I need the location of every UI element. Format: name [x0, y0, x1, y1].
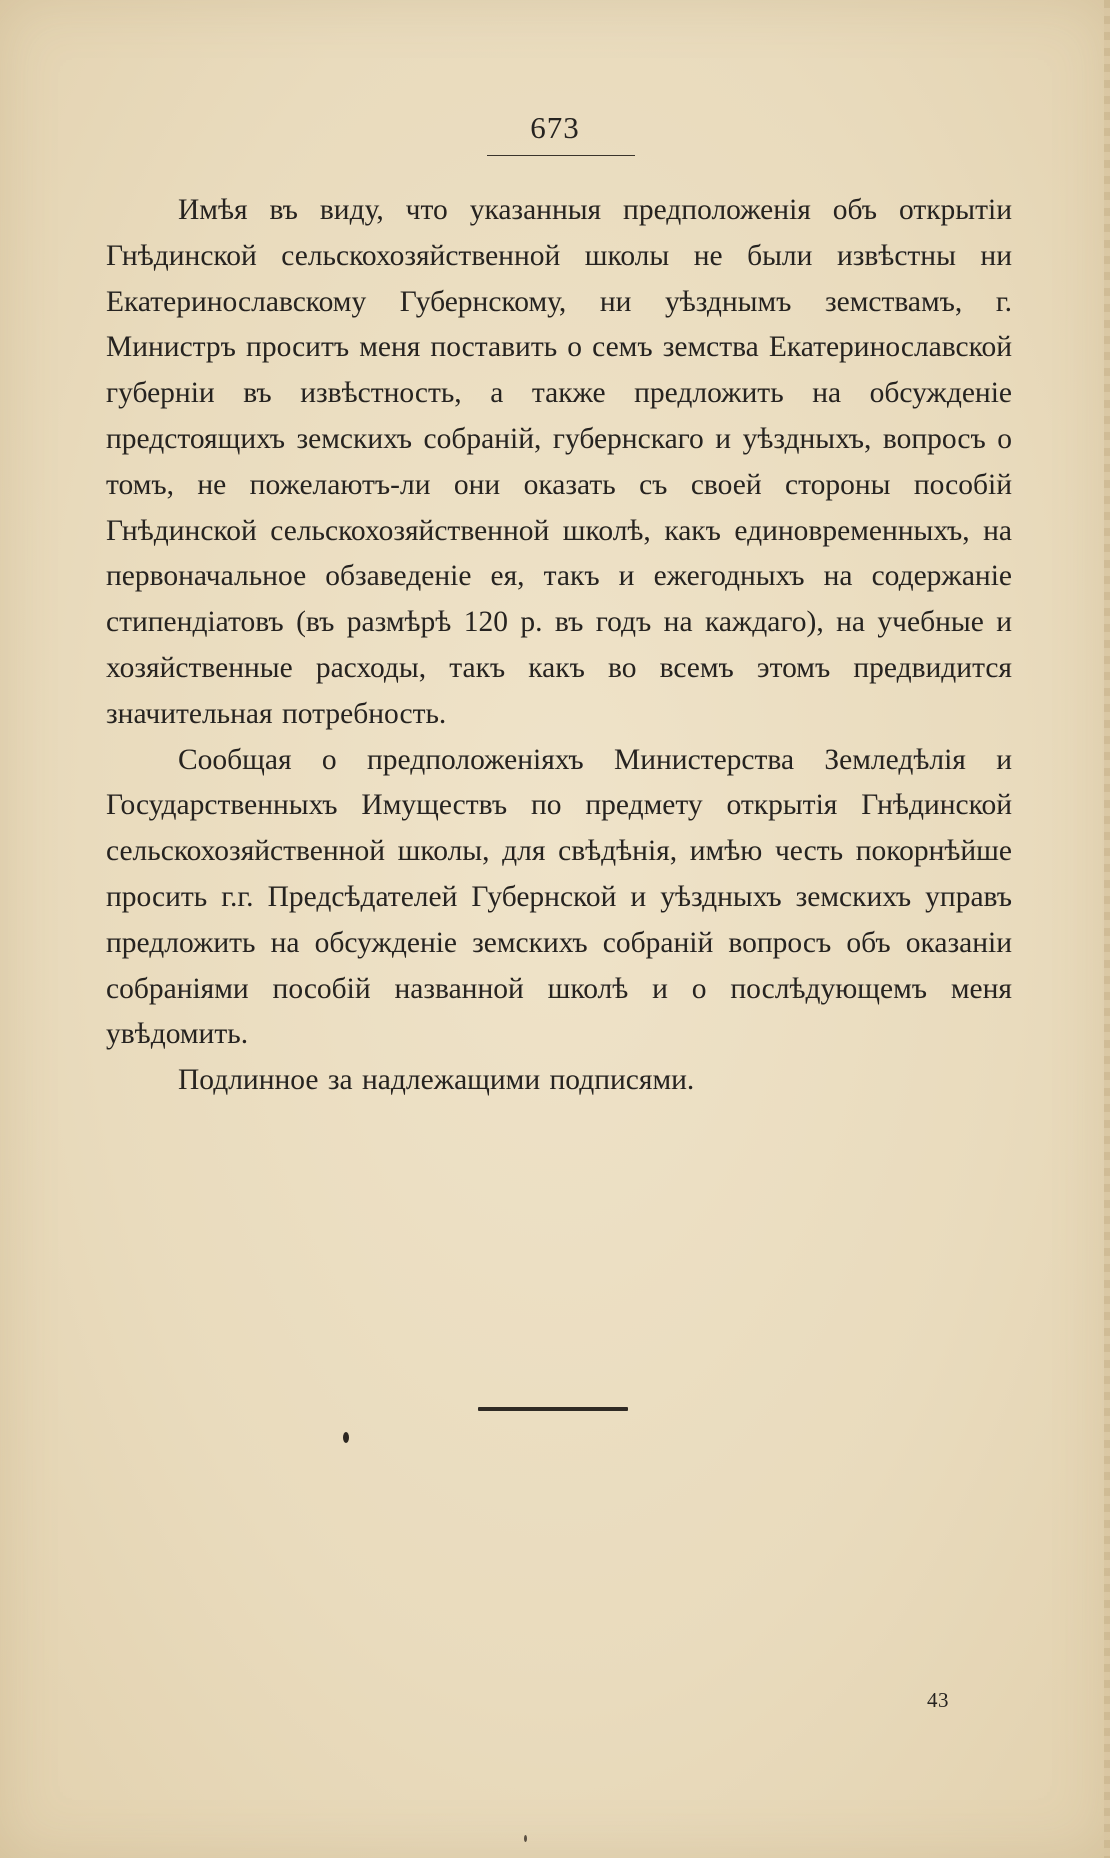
page-edge: [1104, 0, 1110, 1858]
sheet-signature: 43: [927, 1688, 949, 1712]
page-number: 673: [530, 110, 580, 145]
ink-speck-small: [524, 1835, 527, 1842]
header-rule: [487, 155, 635, 156]
signature-note: Подлинное за надлежащими подписями.: [178, 1064, 695, 1097]
paragraph-1: Имѣя въ виду, что указанныя предположенія объ открытіи Гнѣдинской сельскохозяйственной школы не были извѣстны ни Екатеринославскому Губернскому, ни уѣзднымъ земствамъ, г. Министръ проситъ меня поставить о семъ земства Екатеринославской губерніи въ извѣстность, а также предложить на обсужденіе предстоящихъ земскихъ собраній, губернскаго и уѣздныхъ, вопросъ о томъ, не пожелаютъ-ли они оказать съ своей стороны пособій Гнѣдинской сельскохозяйственной школѣ, какъ единовременныхъ, на первоначальное обзаведеніе ея, такъ и ежегодныхъ на содержаніе стипендіатовъ (въ размѣрѣ 120 р. въ годъ на каждаго), на учебные и хозяйственные расходы, такъ какъ во всемъ этомъ предвидится значительная потребность.: [106, 194, 1012, 730]
paragraph-2: Сообщая о предположеніяхъ Министерства Земледѣлія и Государственныхъ Имуществъ по предмету открытія Гнѣдинской сельскохозяйственной школы, для свѣдѣнія, имѣю честь покорнѣйше просить г.г. Предсѣдателей Губернской и уѣздныхъ земскихъ управъ предложить на обсужденіе земскихъ собраній вопросъ объ оказаніи собраніями пособій названной школѣ и о послѣдующемъ меня увѣдомить.: [106, 743, 1012, 1051]
end-rule: [478, 1407, 628, 1411]
body-text: [106, 188, 1012, 1104]
ink-speck: [343, 1432, 349, 1443]
